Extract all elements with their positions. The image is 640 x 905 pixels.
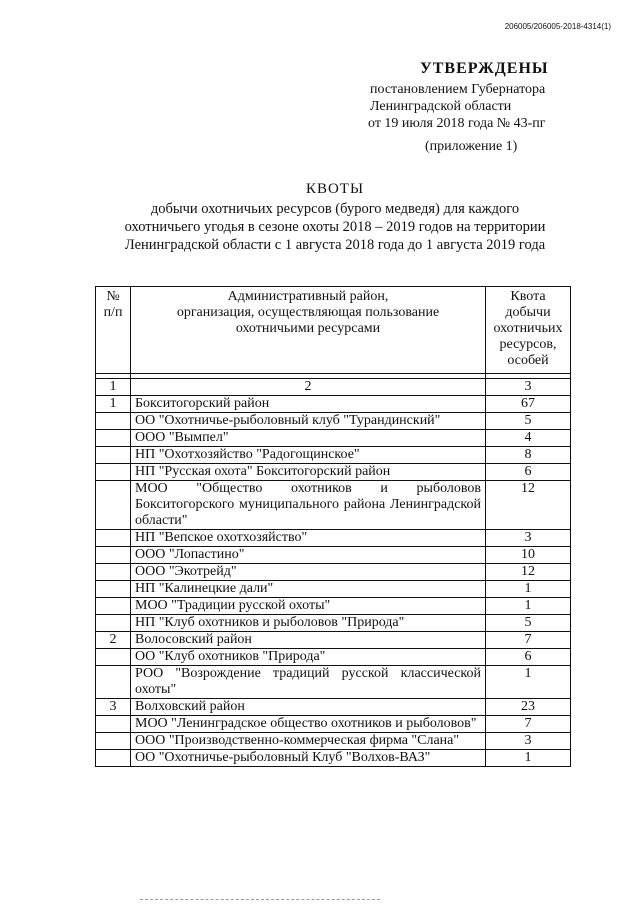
quota-value: 3 [486, 733, 571, 750]
quota-value: 6 [486, 649, 571, 666]
row-number [96, 481, 131, 530]
organization-name: НП "Охотхозяйство "Радогощинское" [131, 447, 486, 464]
table-row [96, 413, 571, 430]
approval-line-1: постановлением Губернатора [370, 82, 546, 97]
quota-value: 6 [486, 464, 571, 481]
organization-name: ООО "Вымпел" [131, 430, 486, 447]
table-row [96, 547, 571, 564]
approval-line-2: Ленинградской области [370, 99, 512, 114]
title-main: КВОТЫ [305, 181, 365, 197]
organization-name: НП "Русская охота" Бокситогорский район [131, 464, 486, 481]
row-number [96, 581, 131, 598]
row-number [96, 530, 131, 547]
quota-value: 5 [486, 615, 571, 632]
quota-value: 5 [486, 413, 571, 430]
quota-value: 67 [486, 396, 571, 413]
row-number [96, 413, 131, 430]
organization-name: ООО "Производственно-коммерческая фирма "Слана" [131, 733, 486, 750]
organization-name: НП "Клуб охотников и рыболовов "Природа" [131, 615, 486, 632]
quota-value: 1 [486, 598, 571, 615]
quota-value: 12 [486, 564, 571, 581]
organization-name: МОО "Традиции русской охоты" [131, 598, 486, 615]
district-row [96, 699, 571, 716]
header-num-text: № п/п [103, 289, 123, 320]
column-number-1: 1 [96, 379, 131, 396]
table-row [96, 581, 571, 598]
organization-name: МОО "Общество охотников и рыболовов Бокситогорского муниципального района Ленинградской области" [131, 481, 486, 530]
quota-value: 1 [486, 750, 571, 767]
footer-rule [140, 899, 380, 900]
row-number [96, 649, 131, 666]
row-number [96, 666, 131, 699]
table-row [96, 750, 571, 767]
header-org-text: Административный район, организация, осуществляющая пользование охотничьими ресурсами [176, 289, 440, 336]
approval-line-3: от 19 июля 2018 года № 43-пг [368, 116, 546, 131]
table-body [96, 374, 571, 767]
header-num [96, 287, 131, 374]
column-number-3: 3 [486, 379, 571, 396]
row-number [96, 564, 131, 581]
quota-value: 12 [486, 481, 571, 530]
table-row [96, 564, 571, 581]
quota-value: 7 [486, 716, 571, 733]
organization-name: НП "Вепское охотхозяйство" [131, 530, 486, 547]
table-row [96, 733, 571, 750]
organization-name: ОО "Клуб охотников "Природа" [131, 649, 486, 666]
row-number [96, 464, 131, 481]
header-org [131, 287, 486, 374]
district-name: Волосовский район [131, 632, 486, 649]
district-name: Бокситогорский район [131, 396, 486, 413]
table-row [96, 530, 571, 547]
quota-value: 7 [486, 632, 571, 649]
quota-table [95, 286, 571, 767]
column-number-2: 2 [131, 379, 486, 396]
quota-value: 10 [486, 547, 571, 564]
row-number [96, 547, 131, 564]
row-number: 3 [96, 699, 131, 716]
table-row [96, 649, 571, 666]
document-title [60, 180, 610, 254]
organization-name: МОО "Ленинградское общество охотников и рыболовов" [131, 716, 486, 733]
row-number [96, 615, 131, 632]
quota-value: 23 [486, 699, 571, 716]
table-row [96, 615, 571, 632]
quota-value: 3 [486, 530, 571, 547]
row-number [96, 733, 131, 750]
organization-name: НП "Калинецкие дали" [131, 581, 486, 598]
table-header-row [96, 287, 571, 374]
title-sub-3: Ленинградской области с 1 августа 2018 года до 1 августа 2019 года [124, 237, 546, 253]
table-row [96, 481, 571, 530]
organization-name: ООО "Экотрейд" [131, 564, 486, 581]
table-row [96, 447, 571, 464]
district-row [96, 396, 571, 413]
column-number-row [96, 379, 571, 396]
quota-value: 1 [486, 666, 571, 699]
organization-name: ОО "Охотничье-рыболовный Клуб "Волхов-ВАЗ" [131, 750, 486, 767]
row-number [96, 598, 131, 615]
quota-value: 4 [486, 430, 571, 447]
approval-block [368, 60, 618, 155]
row-number [96, 750, 131, 767]
table-row [96, 464, 571, 481]
district-name: Волховский район [131, 699, 486, 716]
table-row [96, 716, 571, 733]
row-number [96, 430, 131, 447]
district-row [96, 632, 571, 649]
header-quota [486, 287, 571, 374]
organization-name: ОО "Охотничье-рыболовный клуб "Турандинский" [131, 413, 486, 430]
organization-name: РОО "Возрождение традиций русской классической охоты" [131, 666, 486, 699]
title-sub-2: охотничьего угодья в сезоне охоты 2018 – 2019 годов на территории [124, 219, 546, 235]
table-row [96, 598, 571, 615]
row-number: 2 [96, 632, 131, 649]
quota-value: 8 [486, 447, 571, 464]
approval-heading: УТВЕРЖДЕНЫ [420, 60, 549, 77]
table-row [96, 430, 571, 447]
document-id: 206005/206005-2018-4314(1) [504, 22, 611, 31]
title-sub-1: добычи охотничьих ресурсов (бурого медведя) для каждого [150, 201, 520, 217]
row-number: 1 [96, 396, 131, 413]
organization-name: ООО "Лопастино" [131, 547, 486, 564]
appendix-label: (приложение 1) [425, 139, 518, 154]
row-number [96, 716, 131, 733]
quota-value: 1 [486, 581, 571, 598]
table-row [96, 666, 571, 699]
header-quota-text: Квота добычи охотничьих ресурсов, особей [493, 289, 563, 368]
row-number [96, 447, 131, 464]
